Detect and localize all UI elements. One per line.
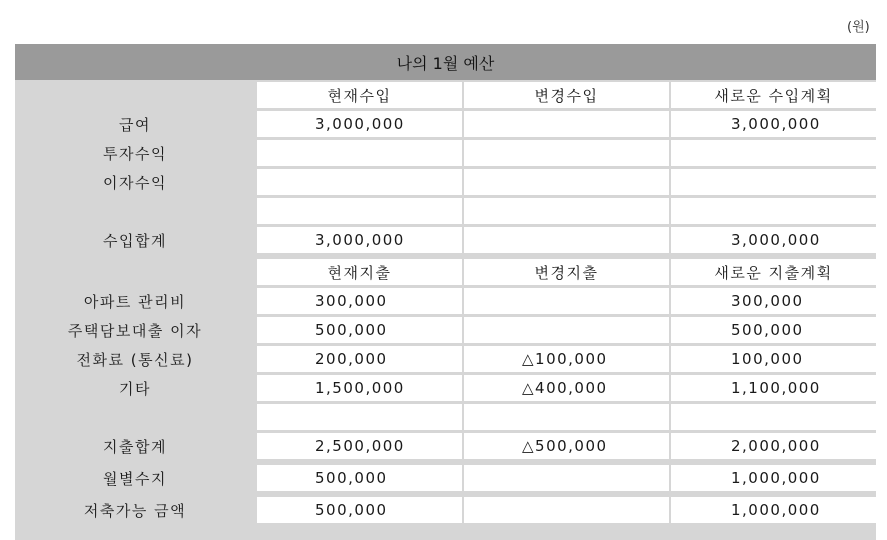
current-value: 300,000: [257, 288, 462, 314]
new-value: [671, 404, 876, 430]
new-value: 3,000,000: [671, 111, 876, 137]
row-label: 이자수익: [15, 169, 255, 195]
row-label: 전화료 (통신료): [15, 346, 255, 372]
table-row: [15, 140, 876, 166]
header-current-expense: 현재지출: [257, 259, 462, 285]
row-label: [15, 404, 255, 430]
current-value: 500,000: [257, 317, 462, 343]
income-total-row: [15, 227, 876, 253]
table-title: 나의 1월 예산: [15, 44, 876, 80]
change-value: [464, 404, 669, 430]
change-value: △400,000: [464, 375, 669, 401]
row-label: 급여: [15, 111, 255, 137]
header-changed-income: 변경수입: [464, 82, 669, 108]
expense-header-row: [15, 259, 876, 285]
new-value: [671, 198, 876, 224]
change-value: [464, 465, 669, 491]
savings-row: [15, 497, 876, 523]
monthly-balance-row: [15, 465, 876, 491]
unit-label: (원): [847, 20, 870, 35]
change-value: [464, 111, 669, 137]
table-row: [15, 375, 876, 401]
table-row: [15, 169, 876, 195]
new-value: 1,100,000: [671, 375, 876, 401]
row-label: 투자수익: [15, 140, 255, 166]
table-row: [15, 198, 876, 224]
row-label: 저축가능 금액: [15, 497, 255, 523]
change-value: [464, 288, 669, 314]
new-value: [671, 169, 876, 195]
current-value: [257, 169, 462, 195]
header-new-expense-plan: 새로운 지출계획: [671, 259, 876, 285]
new-value: 500,000: [671, 317, 876, 343]
change-value: [464, 227, 669, 253]
new-value: 100,000: [671, 346, 876, 372]
change-value: [464, 140, 669, 166]
current-value: [257, 198, 462, 224]
new-value: 1,000,000: [671, 497, 876, 523]
new-value: 3,000,000: [671, 227, 876, 253]
table-row: [15, 404, 876, 430]
header-current-income: 현재수입: [257, 82, 462, 108]
change-value: [464, 497, 669, 523]
row-label: 기타: [15, 375, 255, 401]
header-changed-expense: 변경지출: [464, 259, 669, 285]
new-value: [671, 140, 876, 166]
new-value: 300,000: [671, 288, 876, 314]
change-value: [464, 317, 669, 343]
row-label: [15, 198, 255, 224]
current-value: [257, 140, 462, 166]
budget-table: [15, 44, 876, 540]
new-value: 2,000,000: [671, 433, 876, 459]
current-value: 2,500,000: [257, 433, 462, 459]
current-value: 3,000,000: [257, 227, 462, 253]
current-value: 500,000: [257, 497, 462, 523]
expense-header-label: [15, 259, 255, 285]
row-label: 월별수지: [15, 465, 255, 491]
current-value: [257, 404, 462, 430]
income-header-label: [15, 82, 255, 108]
expense-total-row: [15, 433, 876, 459]
row-label: 지출합계: [15, 433, 255, 459]
table-row: [15, 288, 876, 314]
change-value: △500,000: [464, 433, 669, 459]
header-new-income-plan: 새로운 수입계획: [671, 82, 876, 108]
table-row: [15, 111, 876, 137]
new-value: 1,000,000: [671, 465, 876, 491]
change-value: [464, 169, 669, 195]
row-label: 아파트 관리비: [15, 288, 255, 314]
row-label: 수입합계: [15, 227, 255, 253]
table-row: [15, 346, 876, 372]
row-label: 주택담보대출 이자: [15, 317, 255, 343]
income-header-row: [15, 82, 876, 108]
change-value: [464, 198, 669, 224]
current-value: 3,000,000: [257, 111, 462, 137]
current-value: 1,500,000: [257, 375, 462, 401]
table-row: [15, 317, 876, 343]
current-value: 200,000: [257, 346, 462, 372]
current-value: 500,000: [257, 465, 462, 491]
change-value: △100,000: [464, 346, 669, 372]
